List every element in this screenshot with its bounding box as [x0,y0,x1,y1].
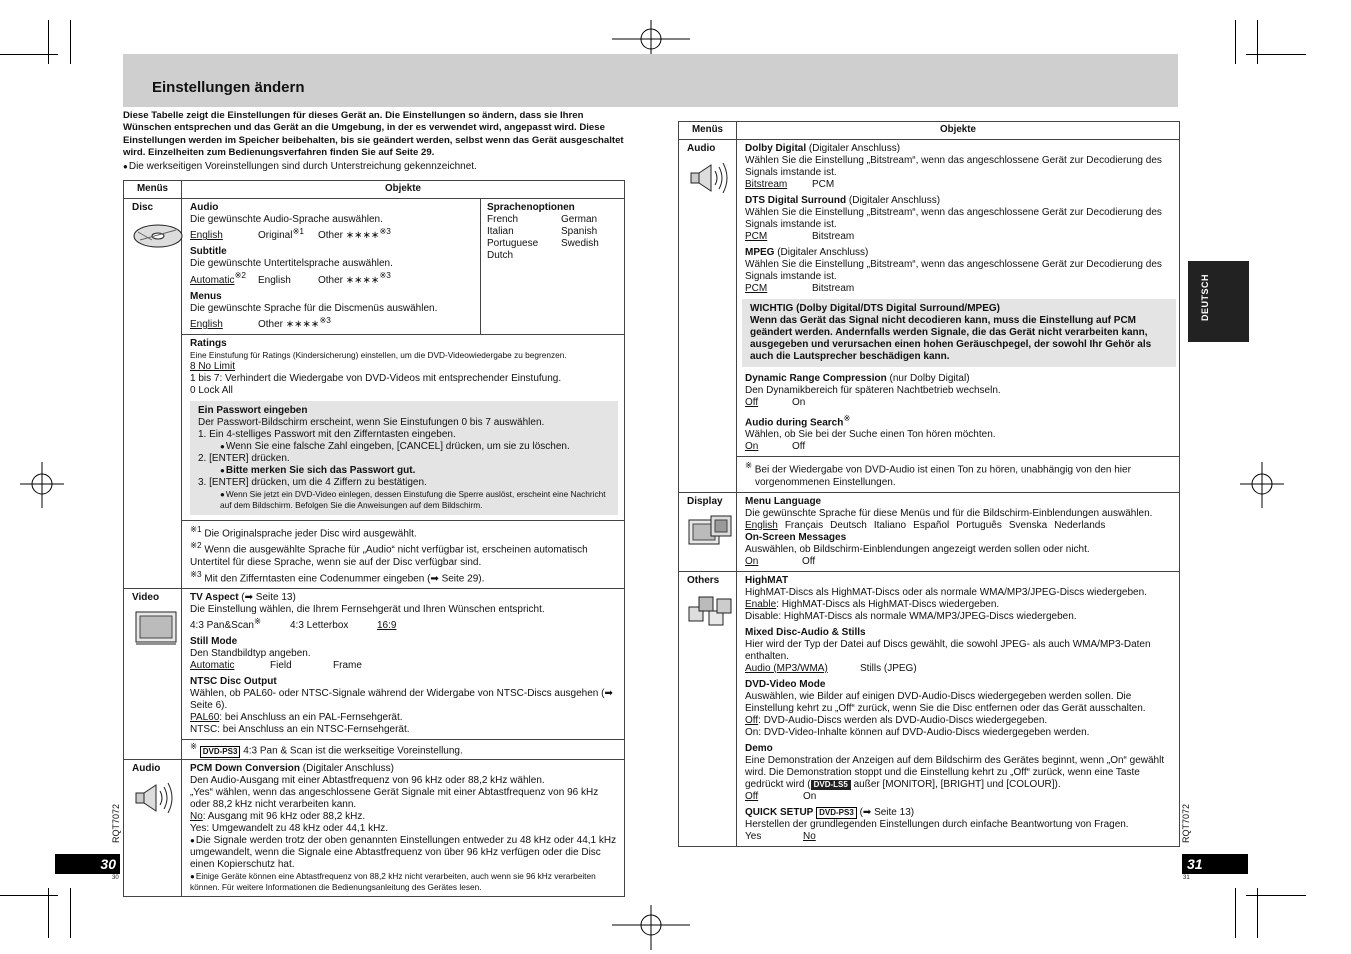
option-off[interactable]: Off [745,397,759,408]
setting-audio-options [190,226,474,242]
setting-dolby-title: Dolby Digital [745,143,807,154]
option-levels[interactable]: 1 bis 7: Verhindert die Wiedergabe von DVD-Videos mit entsprechender Einstufung. [190,372,562,384]
setting-osm-title: On-Screen Messages [745,531,847,543]
password-step-3: 3. [ENTER] drücken, um die 4 Ziffern zu bestätigen. [198,476,427,488]
display-icon [687,514,737,548]
footnote-mark: ※1 [190,523,202,534]
option-pal60-text: : bei Anschluss an ein PAL-Fernsehgerät. [219,712,403,724]
setting-mpeg-sub: (Digitaler Anschluss) [774,247,869,258]
language-options [481,199,625,335]
setting-audio-search-desc: Wählen, ob Sie bei der Suche einen Ton hören möchten. [745,429,996,441]
footnote-ref: ※2 [234,270,247,281]
video-settings [182,588,625,739]
option-pan-scan-label: 4:3 Pan&Scan [190,620,254,632]
setting-dts-title: DTS Digital Surround [745,195,847,206]
page-number-left: 30 [55,854,120,874]
settings-table-left [123,180,625,897]
option-pcm[interactable]: PCM [745,283,768,294]
disc-language-settings [182,199,481,335]
crop-mark [1246,54,1306,55]
setting-still-mode-desc: Den Standbildtyp angeben. [190,648,311,660]
pcm-note-2-text: Einige Geräte können eine Abtastfrequenz von 88,2 kHz nicht verarbeiten, auch wenn sie 96 kHz verarbeiten können. Für weitere Informationen die Bedienungsanleitung des Gerätes lesen. [190,870,596,892]
col-header-objects: Objekte [182,181,625,199]
footnote-ref: ※3 [319,314,331,325]
option-other-label: Other ∗∗∗∗ [318,274,380,286]
setting-ratings-desc: Eine Einstufung für Ratings (Kindersicherung) einstellen, um die DVD-Videowiedergabe zu begrenzen. [190,349,567,360]
setting-ratings-title: Ratings [190,337,227,349]
registration-mark [612,905,690,950]
disc-footnotes [182,520,625,588]
col-header-objects: Objekte [737,122,1180,140]
crop-mark [0,54,58,55]
setting-demo-desc [745,755,1173,791]
pcm-note-1-text: Die Signale werden trotz der oben genannten Einstellungen entweder zu 48 kHz oder 44,1 kHz umgewandelt, wenn die Signale eine Abtastfrequenz von über 96 kHz verfügen oder die Disc einen Kopierschutz hat. [190,834,617,870]
language-tab [1188,261,1249,342]
password-step-3-note-text: Wenn Sie jetzt ein DVD-Video einlegen, dessen Einstufung die Sperre auslöst, erscheint eine Nachricht auf dem Bildschirm. Befolgen Sie die Anweisungen auf dem Bildschirm. [220,488,606,510]
tiny-page-right: 31 [1183,875,1190,881]
model-badge: DVD-LS5 [811,780,851,790]
option-italiano[interactable]: Italiano [873,519,907,531]
setting-demo-desc-2: außer [MONITOR], [BRIGHT] und [COLOUR]). [850,778,1061,790]
option-off[interactable]: Off [745,790,759,802]
setting-demo-title: Demo [745,742,773,754]
setting-tv-aspect-options [190,616,618,632]
setting-mixed-desc: Hier wird der Typ der Datei auf Discs gewählt, die sowohl JPEG- als auch WMA/MP3-Daten enthalten. [745,638,1151,662]
setting-highmat-title: HighMAT [745,574,789,586]
option-no[interactable] [190,811,618,823]
option-yes[interactable]: Yes: Umgewandelt zu 48 kHz oder 44,1 kHz. [190,822,389,834]
setting-subtitle-title: Subtitle [190,246,227,258]
footnote-2: Wenn die ausgewählte Sprache für „Audio“ nicht verfügbar ist, erscheinen automatisch Untertitel für diese Sprache, wenn sie auf der Disc verfügbar sind. [190,544,588,568]
menu-audio-label: Audio [132,762,161,774]
option-other-label: Other ∗∗∗∗ [258,318,320,330]
setting-drc-sub: (nur Dolby Digital) [886,373,970,384]
password-step-2-note-text: Bitte merken Sie sich das Passwort gut. [225,464,416,476]
footnote-3: Mit den Zifferntasten eine Codenummer eingeben (➡ Seite 29). [204,572,485,584]
speaker-icon [132,781,180,815]
audio-settings [182,759,625,896]
ratings-settings [182,334,625,520]
others-settings [737,571,1180,846]
crop-mark [1235,888,1236,938]
settings-table-right [678,121,1180,847]
setting-highmat-desc: HighMAT-Discs als HighMAT-Discs oder als normale WMA/MP3/JPEG-Discs wiedergeben. [745,586,1147,598]
menu-others [679,571,737,846]
setting-mpeg-title: MPEG [745,247,775,258]
option-frame[interactable]: Frame [333,660,362,672]
option-english[interactable]: English [745,519,778,531]
crop-mark [70,20,71,64]
crop-mark [70,888,71,938]
col-header-menus: Menüs [679,122,737,140]
option-no-key: No [190,810,203,822]
setting-dolby-desc: Wählen Sie die Einstellung „Bitstream“, wenn das angeschlossene Gerät zur Decodierung des Signals imstande ist. [745,155,1162,178]
option-no[interactable]: No [803,830,816,842]
setting-drc-title: Dynamic Range Compression [745,373,887,384]
setting-audio-search-title: Audio during Search [745,417,844,429]
option-english[interactable]: English [258,274,291,286]
footnote-mark: ※2 [190,540,202,551]
option-english[interactable]: English [190,318,223,330]
password-title: Ein Passwort eingeben [198,404,308,416]
option-espanol[interactable]: Español [913,519,950,531]
option-francais[interactable]: Français [784,519,824,531]
option-other[interactable] [318,226,391,242]
tv-icon [132,610,180,648]
page-ref: (➡ Seite 13) [856,806,915,818]
doc-code-right: RQT7072 [1181,803,1191,843]
others-icon [687,593,735,633]
option-bitstream[interactable]: Bitstream [812,283,855,294]
setting-dvd-video-mode-desc: Auswählen, wie Bilder auf einigen DVD-Audio-Discs wiedergegeben werden sollen. Die Einstellung kehrt zu „Off“ zurück, wenn Sie die Disc entfernen oder das Gerät ausschalten. [745,690,1146,714]
option-lock-all[interactable]: 0 Lock All [190,384,233,396]
password-step-1: 1. Ein 4-stelliges Passwort mit den Zifferntasten eingeben. [198,428,456,440]
setting-ntsc-desc: Wählen, ob PAL60- oder NTSC-Signale während der Widergabe von NTSC-Discs ausgehen (➡ Seite 6). [190,688,613,712]
default-note [123,161,628,173]
footnote-ref: ※3 [379,270,391,281]
setting-demo-desc-1: Eine Demonstration der Anzeigen auf dem Bildschirm des Gerätes beginnt, wenn „On“ gewählt wird. Die Demonstration stoppt und die Einstellung kehrt zu „Off“ zurück, wenn eine Taste gedrückt wird ( [745,754,1165,790]
crop-mark [48,888,49,938]
option-pcm[interactable]: PCM [745,231,768,242]
option-enable-key: Enable [745,598,777,610]
option-automatic-label: Automatic [190,274,235,286]
option-other[interactable] [318,270,391,286]
footnote-mark: ※3 [190,568,202,579]
setting-menu-language-options [745,520,1173,532]
option-pal60[interactable] [190,712,618,724]
menu-display [679,492,737,571]
tiny-page-left: 30 [112,875,119,881]
setting-pcm-desc-2: „Yes“ wählen, wenn das angeschlossene Gerät Signale mit einer Abtastfrequenz von 96 kHz oder 88,2 kHz nicht verarbeiten kann. [190,786,599,810]
menu-audio-label: Audio [687,143,716,154]
setting-subtitle-options [190,270,474,286]
model-badge: DVD-PS3 [200,746,241,758]
display-settings [737,492,1180,571]
video-footnote [182,740,625,759]
col-header-menus: Menüs [124,181,182,199]
setting-dolby-sub: (Digitaler Anschluss) [806,143,901,154]
option-original[interactable] [258,226,318,242]
option-other-label: Other ∗∗∗∗ [318,230,380,242]
page-number-right: 31 [1182,854,1248,874]
password-desc: Der Passwort-Bildschirm erscheint, wenn Sie Einstufungen 0 bis 7 auswählen. [198,416,545,428]
speaker-icon [687,161,735,195]
setting-drc-desc: Den Dynamikbereich für späteren Nachtbetrieb wechseln. [745,385,1001,396]
setting-quick-setup-title: QUICK SETUP [745,806,814,818]
option-pcm[interactable]: PCM [812,179,835,190]
option-letterbox[interactable]: 4:3 Letterbox [290,620,349,632]
registration-mark [20,462,64,508]
page-ref: (➡ Seite 13) [238,591,296,603]
option-on[interactable]: On [792,397,806,408]
language-dutch: Dutch [487,250,514,261]
option-original-label: Original [258,230,293,242]
setting-pcm-sub: (Digitaler Anschluss) [300,762,394,774]
option-off-key: Off [745,714,759,726]
menu-audio [679,140,737,493]
option-off[interactable] [745,715,1173,727]
option-ntsc[interactable]: NTSC: bei Anschluss an ein NTSC-Fernsehgerät. [190,724,410,736]
language-italian: Italian [487,226,514,237]
pcm-note-2 [190,871,618,893]
option-off[interactable]: Off [792,441,806,453]
option-stills-jpeg[interactable]: Stills (JPEG) [860,662,917,674]
password-step-2: 2. [ENTER] drücken. [198,452,290,464]
setting-mpeg-desc: Wählen Sie die Einstellung „Bitstream“, wenn das angeschlossene Gerät zur Decodierung des Signals imstande ist. [745,259,1162,282]
model-badge: DVD-PS3 [816,807,857,819]
setting-dts-sub: (Digitaler Anschluss) [846,195,941,206]
footnote-ref: ※3 [379,226,391,236]
footnote-mark: ※ [190,741,197,752]
option-16-9[interactable]: 16:9 [377,620,397,632]
setting-audio-title: Audio [190,202,219,213]
footnote-1: Die Originalsprache jeder Disc wird ausgewählt. [204,528,417,540]
option-automatic[interactable] [190,270,258,286]
warning-box [742,299,1176,367]
option-on[interactable]: On [803,790,817,802]
doc-code-left: RQT7072 [111,803,121,843]
footnote-ref: ※ [843,413,851,423]
setting-menus-desc: Die gewünschte Sprache für die Discmenüs auswählen. [190,302,438,314]
menu-display-label: Display [687,495,723,507]
setting-audio-desc: Die gewünschte Audio-Sprache auswählen. [190,214,383,225]
language-spanish: Spanish [561,226,598,237]
option-deutsch[interactable]: Deutsch [830,519,867,531]
option-bitstream[interactable]: Bitstream [812,231,855,242]
option-on[interactable]: On [745,441,759,453]
option-field[interactable]: Field [270,660,292,672]
option-enable-text: : HighMAT-Discs als HighMAT-Discs wiedergeben. [776,598,1000,610]
language-tab-label: DEUTSCH [1200,273,1210,321]
option-no-limit[interactable]: 8 No Limit [190,360,236,372]
crop-mark [1246,895,1306,896]
setting-tv-aspect-desc: Die Einstellung wählen, die Ihrem Fernsehgerät und Ihren Wünschen entspricht. [190,603,545,615]
crop-mark [1235,20,1236,64]
option-pan-scan[interactable] [190,616,290,632]
setting-menu-language-title: Menu Language [745,495,822,507]
setting-ntsc-title: NTSC Disc Output [190,676,277,688]
audio-footnote-text: Bei der Wiedergabe von DVD-Audio ist einen Ton zu hören, unabhängig von den hier vorgenommenen Einstellungen. [754,464,1131,488]
setting-mixed-title: Mixed Disc-Audio & Stills [745,626,866,638]
disc-icon [132,220,184,250]
language-portuguese: Portuguese [487,238,539,249]
crop-mark [0,895,58,896]
digital-audio-settings [737,140,1180,457]
footnote-mark: ※ [745,460,752,471]
option-audio-mp3-wma[interactable]: Audio (MP3/WMA) [745,662,828,674]
setting-pcm-title: PCM Down Conversion [190,762,301,774]
option-portugues[interactable]: Português [956,519,1002,531]
menu-video [124,588,182,759]
setting-subtitle-desc: Die gewünschte Untertitelsprache auswählen. [190,258,393,270]
pcm-note-1 [190,835,618,871]
warning-title: WICHTIG (Dolby Digital/DTS Digital Surround/MPEG) [750,303,1000,314]
setting-pcm-desc-1: Den Audio-Ausgang mit einer Abtastfrequenz von 96 kHz oder 88,2 kHz wählen. [190,774,545,786]
footnote-ref: ※1 [292,226,305,236]
video-footnote-text: 4:3 Pan & Scan ist die werkseitige Voreinstellung. [243,745,463,757]
intro-text: Diese Tabelle zeigt die Einstellungen für dieses Gerät an. Die Einstellungen so ändern, dass sie Ihren Wünschen entsprechen und das Gerät an die Umgebung, in der es verwendet wird, angepasst wird. Diese Einstellungen werden im Speicher beibehalten, bis sie geändert werden, selbst wenn das Gerät ausgeschaltet wird. Einzelheiten zum Bedienungsverfahren finden Sie auf Seite 29. [123,110,624,159]
option-svenska[interactable]: Svenska [1008,519,1048,531]
default-note-text: Die werkseitigen Voreinstellungen sind durch Unterstreichung gekennzeichnet. [128,161,477,172]
option-on[interactable]: On: DVD-Video-Inhalte können auf DVD-Audio-Discs wiedergegeben werden. [745,726,1090,738]
option-enable[interactable] [745,599,1173,611]
password-step-1-note [198,441,610,453]
password-step-3-note [198,489,610,511]
setting-dts-desc: Wählen Sie die Einstellung „Bitstream“, wenn das angeschlossene Gerät zur Decodierung des Signals imstande ist. [745,207,1162,230]
menu-disc-label: Disc [132,202,154,213]
registration-mark [1240,462,1284,508]
option-pal60-key: PAL60 [190,712,220,724]
crop-mark [1257,20,1258,64]
setting-menu-language-desc: Die gewünschte Sprache für diese Menüs und für die Bildschirm-Einblendungen auswählen. [745,507,1153,519]
crop-mark [48,20,49,64]
setting-osm-desc: Auswählen, ob Bildschirm-Einblendungen angezeigt werden sollen oder nicht. [745,543,1090,555]
menu-disc [124,199,182,589]
setting-menus-title: Menus [190,290,222,302]
setting-menus-options [190,315,474,331]
option-nederlands[interactable]: Nederlands [1054,519,1106,531]
password-step-2-note [198,465,610,477]
language-swedish: Swedish [561,238,599,249]
option-automatic[interactable]: Automatic [190,660,235,672]
language-german: German [561,214,598,225]
option-bitstream[interactable]: Bitstream [745,179,788,190]
option-other[interactable] [258,315,331,331]
audio-footnote [737,457,1180,492]
option-off[interactable]: Off [802,555,816,567]
password-step-1-note-text: Wenn Sie eine falsche Zahl eingeben, [CANCEL] drücken, um sie zu löschen. [225,440,570,452]
page-title: Einstellungen ändern [152,79,305,96]
option-no-text: : Ausgang mit 96 kHz oder 88,2 kHz. [202,810,366,822]
password-box [190,401,618,515]
language-french: French [487,214,519,225]
language-options-title: Sprachenoptionen [487,202,575,213]
option-disable[interactable]: Disable: HighMAT-Discs als normale WMA/MP3/JPEG-Discs wiedergeben. [745,610,1077,622]
menu-audio [124,759,182,896]
option-english[interactable]: English [190,230,223,242]
warning-text: Wenn das Gerät das Signal nicht decodieren kann, muss die Einstellung auf PCM geändert werden. Andernfalls werden Signale, die das Gerät nicht verarbeiten kann, ausgegeben und verursachen einen hohen Geräuschpegel, der sowohl Ihr Gehör als auch die Lautsprecher beschädigen kann. [750,315,1152,362]
option-off-text: : DVD-Audio-Discs werden als DVD-Audio-Discs wiedergegeben. [758,714,1048,726]
footnote-ref: ※ [253,615,261,626]
setting-quick-setup-desc: Herstellen der grundlegenden Einstellungen durch einfache Beantwortung von Fragen. [745,818,1129,830]
setting-still-mode-options [190,660,618,672]
setting-dvd-video-mode-title: DVD-Video Mode [745,678,826,690]
option-yes[interactable]: Yes [745,830,762,842]
menu-others-label: Others [687,574,720,586]
setting-still-mode-title: Still Mode [190,636,238,648]
setting-tv-aspect-title: TV Aspect [190,591,239,603]
option-on[interactable]: On [745,555,759,567]
menu-video-label: Video [132,591,160,603]
